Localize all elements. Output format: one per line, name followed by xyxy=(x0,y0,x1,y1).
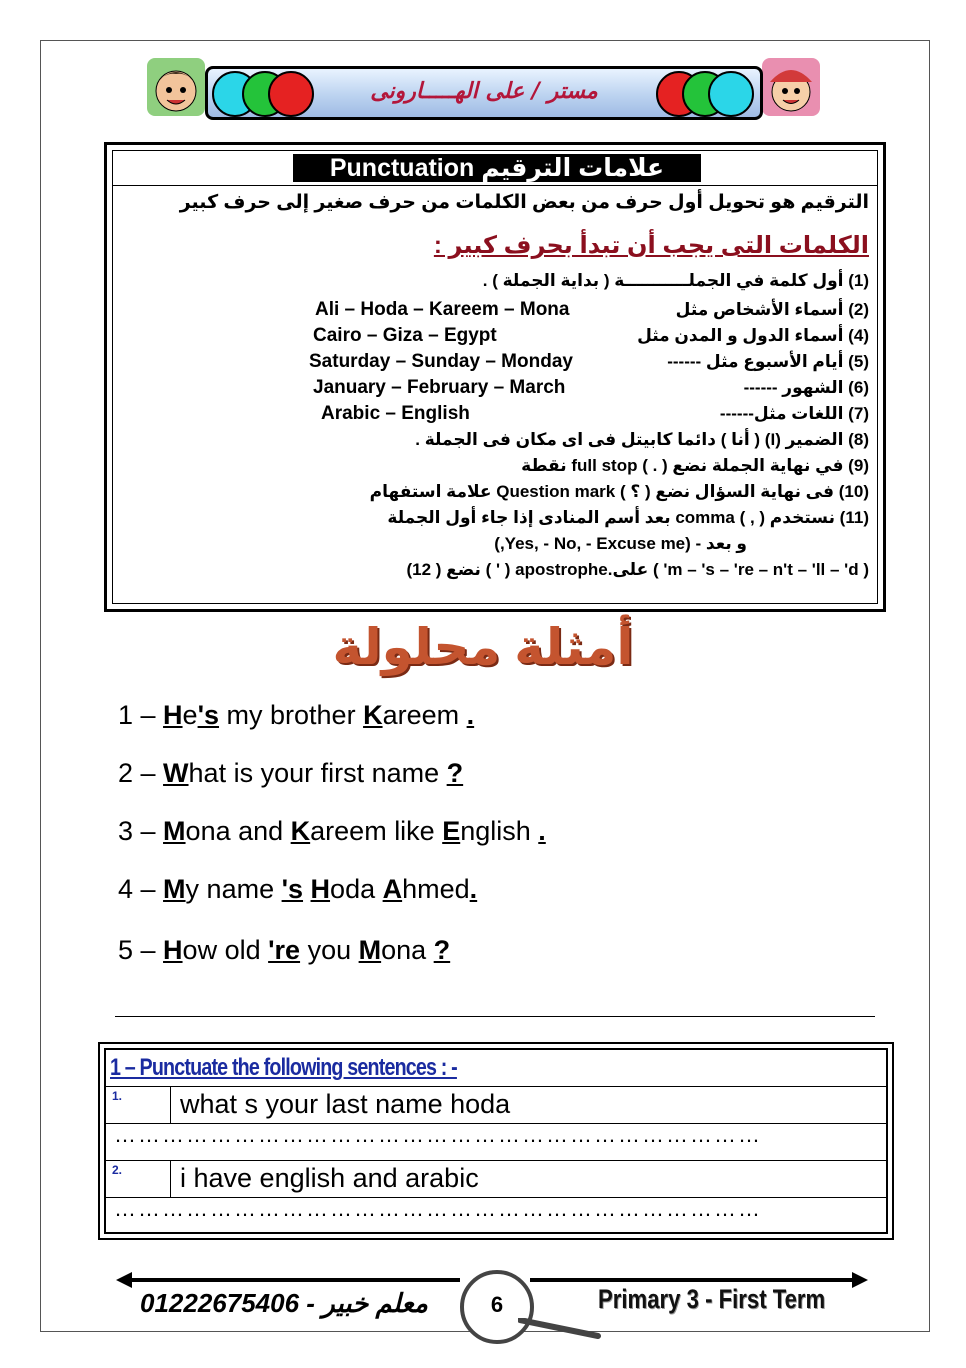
exercise-heading-row xyxy=(106,1050,886,1087)
rule-2-en: Ali – Hoda – Kareem – Mona xyxy=(315,299,570,320)
corrected-mark: K xyxy=(290,816,311,846)
rule-4-ar: (4) أسماء الدول و المدن مثل xyxy=(637,326,869,345)
rule-6-en: January – February – March xyxy=(313,377,566,398)
corrected-mark: . xyxy=(466,700,475,730)
example-number: 2 – xyxy=(118,758,164,788)
footer-arrow-left xyxy=(126,1278,460,1282)
corrected-mark: E xyxy=(442,816,461,846)
corrected-mark: H xyxy=(163,935,183,965)
rule-9: (9) في نهاية الجملة نضع ( . ) full stop نقطة xyxy=(521,456,869,475)
example-number: 1 – xyxy=(118,700,164,730)
corrected-mark: . xyxy=(469,874,478,904)
example-text: nglish xyxy=(460,816,539,846)
example-number: 4 – xyxy=(118,874,164,904)
boy-cartoon-right-icon xyxy=(762,58,820,116)
item-number-cell xyxy=(106,1087,171,1123)
corrected-mark: 're xyxy=(268,935,301,965)
magnifier-handle-icon xyxy=(518,1318,608,1340)
exercise-sentence: i have english and arabic xyxy=(180,1163,479,1193)
corrected-mark: H xyxy=(310,874,331,904)
example-text: ow old xyxy=(182,935,269,965)
example-text: ona xyxy=(381,935,434,965)
exercise-table xyxy=(98,1042,894,1240)
example-text: areem like xyxy=(310,816,443,846)
page-number: 6 xyxy=(490,1292,504,1317)
corrected-mark: M xyxy=(163,816,186,846)
solved-examples-heading: أمثلة محلولة xyxy=(332,619,634,675)
example-2 xyxy=(118,758,463,789)
corrected-mark: H xyxy=(163,700,183,730)
rules-title-bar xyxy=(113,151,877,186)
answer-dots: ……………………………………………………………………… xyxy=(114,1122,762,1147)
rule-4-en: Cairo – Giza – Egypt xyxy=(313,325,497,346)
answer-line[interactable] xyxy=(106,1124,886,1161)
teacher-title: مستر / على الهـــــارونى xyxy=(370,79,598,104)
example-text: hmed xyxy=(402,874,470,904)
rule-11-continued: و بعد - (Yes, - No, - Excuse me,) xyxy=(494,534,747,553)
rule-2-ar: (2) أسماء الأشخاص مثل xyxy=(675,300,869,319)
exercise-item-row xyxy=(106,1161,886,1198)
exercise-sentence: what s your last name hoda xyxy=(180,1089,511,1119)
exercise-heading: 1 – Punctuate the following sentences : - xyxy=(110,1054,457,1081)
footer-grade-term: Primary 3 - First Term xyxy=(598,1284,826,1314)
rules-definition: الترقيم هو تحويل أول حرف من بعض الكلمات من حرف صغير إلى حرف كبير xyxy=(179,192,869,213)
corrected-mark: 's xyxy=(197,700,220,730)
item-number-cell xyxy=(106,1161,171,1197)
rule-12: (12 ) نضع ( ' ) apostrophe.على ( 'm – 's – 're – n't – 'll – 'd ) xyxy=(406,560,869,579)
rules-subheading: الكلمات التى يجب أن تبدأ بحرف كبير : xyxy=(433,232,869,259)
corrected-mark: W xyxy=(163,758,189,788)
item-number: 1. xyxy=(112,1089,123,1103)
corrected-mark: M xyxy=(358,935,382,965)
example-text: hat is your first name xyxy=(188,758,447,788)
rule-10: (10) فى نهاية السؤال نضع ( ؟ ) Question mark علامة استفهام xyxy=(369,482,869,501)
arrow-left-icon xyxy=(116,1272,132,1288)
corrected-mark: 's xyxy=(281,874,304,904)
rule-5-ar: (5) أيام الأسبوع مثل ------ xyxy=(667,352,869,371)
corrected-mark: K xyxy=(363,700,383,730)
exercise-item-row xyxy=(106,1087,886,1124)
divider-line xyxy=(115,1016,875,1017)
header-banner xyxy=(205,66,763,120)
example-1 xyxy=(118,700,474,731)
rule-6-ar: (6) الشهور ------ xyxy=(743,378,869,397)
rule-7-ar: (7) اللغات مثل------ xyxy=(719,404,869,423)
example-3 xyxy=(118,816,546,847)
boy-cartoon-left-icon xyxy=(147,58,205,116)
example-text: my brother xyxy=(219,700,364,730)
example-text: areem xyxy=(382,700,467,730)
corrected-mark: . xyxy=(538,816,546,846)
rule-11: (11) نستخدم ( , ) comma بعد أسم المنادى إذا جاء أول الجملة xyxy=(387,508,869,527)
arrow-right-icon xyxy=(852,1272,868,1288)
rules-title: علامات الترقيم Punctuation xyxy=(293,154,701,182)
corrected-mark: A xyxy=(382,874,403,904)
example-text: y name xyxy=(185,874,282,904)
example-text: ona and xyxy=(185,816,291,846)
example-5 xyxy=(118,935,450,966)
example-4 xyxy=(118,874,477,905)
rule-7-en: Arabic – English xyxy=(321,403,470,424)
example-number: 3 – xyxy=(118,816,164,846)
item-number: 2. xyxy=(112,1163,123,1177)
corrected-mark: ? xyxy=(433,935,451,965)
example-text xyxy=(303,874,311,904)
footer-arrow-right xyxy=(530,1278,858,1282)
example-text: oda xyxy=(330,874,383,904)
punctuation-rules-box xyxy=(104,142,886,612)
answer-line[interactable] xyxy=(106,1198,886,1232)
exercise-inner xyxy=(104,1048,888,1234)
answer-dots: ……………………………………………………………………… xyxy=(114,1196,762,1221)
corrected-mark: ? xyxy=(446,758,464,788)
rules-inner-border xyxy=(112,150,878,604)
corrected-mark: M xyxy=(163,874,186,904)
rule-5-en: Saturday – Sunday – Monday xyxy=(309,351,573,372)
example-number: 5 – xyxy=(118,935,164,965)
rule-1: (1) أول كلمة في الجملـــــــــــة ( بداية الجملة ) . xyxy=(482,271,869,290)
rule-8: (8) الضمير (I) ( أنا ) دائما كابيتل فى اى مكان فى الجملة . xyxy=(415,430,869,449)
example-text: e xyxy=(182,700,198,730)
example-text: you xyxy=(300,935,359,965)
footer-phone-teacher: 01222675406 - معلم خبير xyxy=(140,1288,428,1318)
